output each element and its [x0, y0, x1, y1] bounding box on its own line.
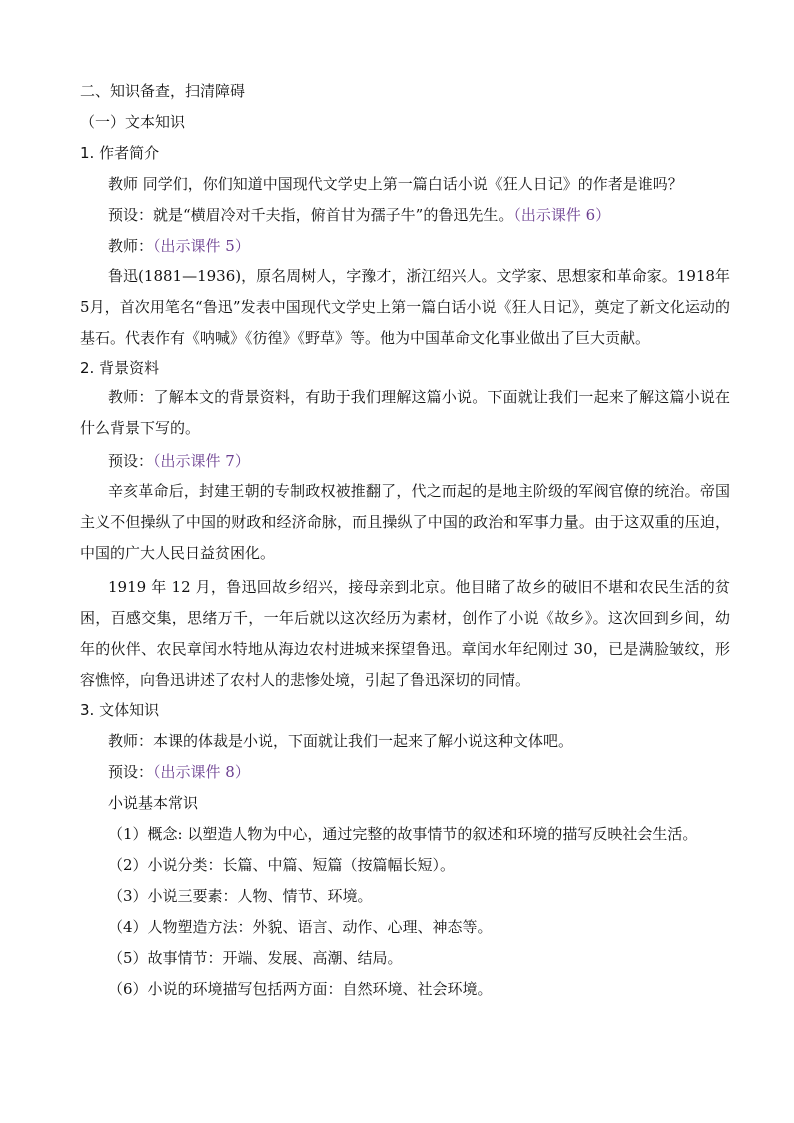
author-question — [80, 173, 730, 195]
courseware-note: （出示课件 5） — [153, 237, 250, 255]
background-teacher: 教师：了解本文的背景资料，有助于我们理解这篇小说。下面就让我们一起来了解这篇小说在什么背景下写的。 — [80, 388, 730, 437]
author-teacher — [80, 235, 730, 257]
question-text: 同学们，你们知道中国现代文学史上第一篇白话小说《狂人日记》的作者是谁吗？ — [138, 175, 683, 193]
author-preset — [80, 204, 730, 226]
list-item: （6）小说的环境描写包括两方面：自然环境、社会环境。 — [108, 980, 493, 998]
courseware-note: （出示课件 8） — [153, 763, 250, 781]
background-para-2: 1919 年 12 月，鲁迅回故乡绍兴，接母亲到北京。他目睹了故乡的破旧不堪和农民生活的贫困，百感交集，思绪万千，一年后就以这次经历为素材，创作了小说《故乡》。这次回到乡间，幼年的伙伴、农民章闰水特地从海边农村进城来探望鲁迅。章闰水年纪刚过 30，已是满脸皱纹，形容憔悴，向鲁迅讲述了农村人的悲惨处境，引起了鲁迅深切的同情。 — [80, 578, 730, 689]
teacher-label: 教师： — [108, 237, 154, 255]
section-title: 二、知识备查，扫清障碍 — [80, 82, 246, 100]
background-preset — [80, 450, 730, 472]
genre-heading: 3. 文体知识 — [80, 701, 160, 719]
list-item: （3）小说三要素：人物、情节、环境。 — [108, 887, 373, 905]
question-speaker: 教师 — [108, 175, 139, 193]
document-body — [80, 80, 730, 1000]
list-item: （5）故事情节：开端、发展、高潮、结局。 — [108, 949, 403, 967]
preset-text: 就是“横眉冷对千夫指，俯首甘为孺子牛”的鲁迅先生。 — [153, 206, 514, 224]
list-item: （2）小说分类：长篇、中篇、短篇（按篇幅长短）。 — [108, 856, 456, 874]
preset-label: 预设： — [108, 452, 154, 470]
background-para-1: 辛亥革命后，封建王朝的专制政权被推翻了，代之而起的是地主阶级的军阀官僚的统治。帝国主义不但操纵了中国的财政和经济命脉，而且操纵了中国的政治和军事力量。由于这双重的压迫，中国的广大人民日益贫困化。 — [80, 482, 730, 562]
author-bio: 鲁迅(1881—1936)，原名周树人，字豫才，浙江绍兴人。文学家、思想家和革命家。1918年5月，首次用笔名“鲁迅”发表中国现代文学史上第一篇白话小说《狂人日记》，奠定了新文化运动的基石。代表作有《呐喊》《彷徨》《野草》等。他为中国革命文化事业做出了巨大贡献。 — [80, 267, 730, 347]
genre-list-title: 小说基本常识 — [108, 794, 199, 812]
subsection-title: （一）文本知识 — [80, 113, 186, 131]
list-item: （1）概念: 以塑造人物为中心，通过完整的故事情节的叙述和环境的描写反映社会生活。 — [108, 825, 698, 843]
courseware-note: （出示课件 7） — [153, 452, 250, 470]
genre-teacher: 教师：本课的体裁是小说，下面就让我们一起来了解小说这种文体吧。 — [108, 732, 574, 750]
preset-label: 预设： — [108, 206, 154, 224]
list-item: （4）人物塑造方法：外貌、语言、动作、心理、神态等。 — [108, 918, 493, 936]
genre-preset — [80, 761, 730, 783]
preset-label: 预设： — [108, 763, 154, 781]
courseware-note: （出示课件 6） — [513, 206, 611, 224]
genre-list — [80, 823, 730, 1000]
author-heading: 1. 作者简介 — [80, 144, 160, 162]
background-heading: 2. 背景资料 — [80, 359, 160, 377]
